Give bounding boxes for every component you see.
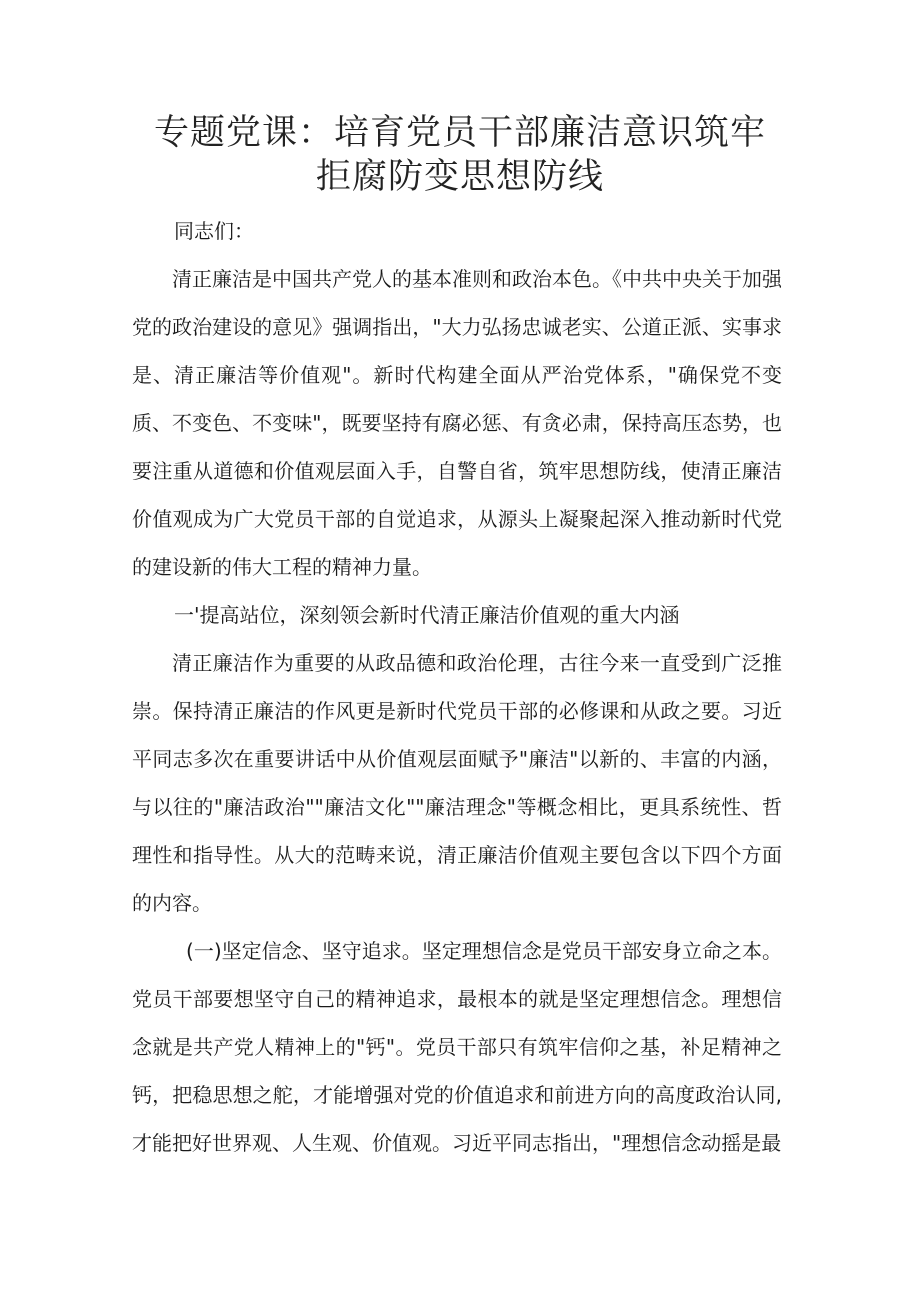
document-title-line-2: 拒腐防变思想防线 <box>315 157 604 197</box>
paragraph-section1-body: 清正廉洁作为重要的从政品德和政治伦理，古往今来一直受到广泛推崇。保持清正廉洁的作风更是新时代党员干部的必修课和从政之要。习近平同志多次在重要讲话中从价值观层面赋予"廉洁"以新的、丰富的内涵，与以往的"廉洁政治""廉洁文化""廉洁理念"等概念相比，更具系统性、哲理性和指导性。从大的范畴来说，清正廉洁价值观主要包含以下四个方面的内容。 <box>132 651 782 915</box>
greeting: 同志们： <box>174 219 254 243</box>
paragraph-subsection-1: (一)坚定信念、坚守追求。坚定理想信念是党员干部安身立命之本。党员干部要想坚守自己的精神追求，最根本的就是坚定理想信念。理想信念就是共产党人精神上的"钙"。党员干部只有筑牢信仰之基，补足精神之钙，把稳思想之舵，才能增强对党的价值追求和前进方向的高度政治认同,才能把好世界观、人生观、价值观。习近平同志指出，"理想信念动摇是最 <box>132 939 782 1155</box>
paragraph-intro: 清正廉洁是中国共产党人的基本准则和政治本色。《中共中央关于加强党的政治建设的意见》强调指出，"大力弘扬忠诚老实、公道正派、实事求是、清正廉洁等价值观"。新时代构建全面从严治党体系，"确保党不变质、不变色、不变味"，既要坚持有腐必惩、有贪必肃，保持高压态势，也要注重从道德和价值观层面入手，自警自省，筑牢思想防线，使清正廉洁价值观成为广大党员干部的自觉追求，从源头上凝聚起深入推动新时代党的建设新的伟大工程的精神力量。 <box>132 267 782 579</box>
document-title-line-1: 专题党课：培育党员干部廉洁意识筑牢 <box>153 113 766 153</box>
section-heading-1: 一'提高站位，深刻领会新时代清正廉洁价值观的重大内涵 <box>174 603 680 627</box>
